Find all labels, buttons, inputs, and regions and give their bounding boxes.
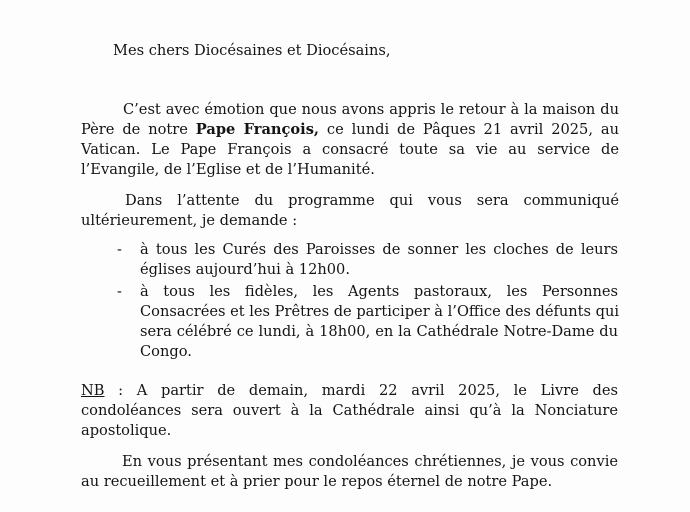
bullet2-line2: Consacrées et les Prêtres de participer à l’Office des défunts qui <box>140 303 620 320</box>
bullet2-line1: à tous les fidèles, les Agents pastoraux, les Personnes <box>140 283 618 300</box>
para1-line3: Vatican. Le Pape François a consacré toute sa vie au service de <box>81 141 619 158</box>
closing-line1: En vous présentant mes condoléances chrétiennes, je vous convie <box>122 453 618 470</box>
salutation: Mes chers Diocésaines et Diocésains, <box>113 42 391 59</box>
pope-name: Pape François, <box>195 121 319 138</box>
bullet1-line2: églises aujourd’hui à 12h00. <box>140 261 350 278</box>
para2-line2: ultérieurement, je demande : <box>81 212 298 229</box>
para1-line2-pre: Père de notre <box>81 121 196 138</box>
nb-line1 <box>81 381 618 401</box>
bullet-marker-1: - <box>117 241 122 258</box>
nb-line3: apostolique. <box>81 422 172 439</box>
para2-line1: Dans l’attente du programme qui vous sera communiqué <box>125 192 619 209</box>
bullet1-line1: à tous les Curés des Paroisses de sonner les cloches de leurs <box>140 241 618 258</box>
para1-line1: C’est avec émotion que nous avons appris le retour à la maison du <box>123 101 619 118</box>
bullet-marker-2: - <box>117 283 122 300</box>
nb-line1-text: : A partir de demain, mardi 22 avril 2025, le Livre des <box>104 382 618 399</box>
nb-line2: condoléances sera ouvert à la Cathédrale ainsi qu’à la Nonciature <box>81 402 618 419</box>
bullet2-line4: Congo. <box>140 343 192 360</box>
para1-line4: l’Evangile, de l’Eglise et de l’Humanité. <box>81 161 375 178</box>
para1-line2 <box>81 120 619 140</box>
para1-line2-post: ce lundi de Pâques 21 avril 2025, au <box>319 121 619 138</box>
closing-line2: au recueillement et à prier pour le repos éternel de notre Pape. <box>81 473 553 490</box>
nb-label: NB <box>81 382 105 399</box>
bullet2-line3: sera célébré ce lundi, à 18h00, en la Cathédrale Notre-Dame du <box>140 323 618 340</box>
